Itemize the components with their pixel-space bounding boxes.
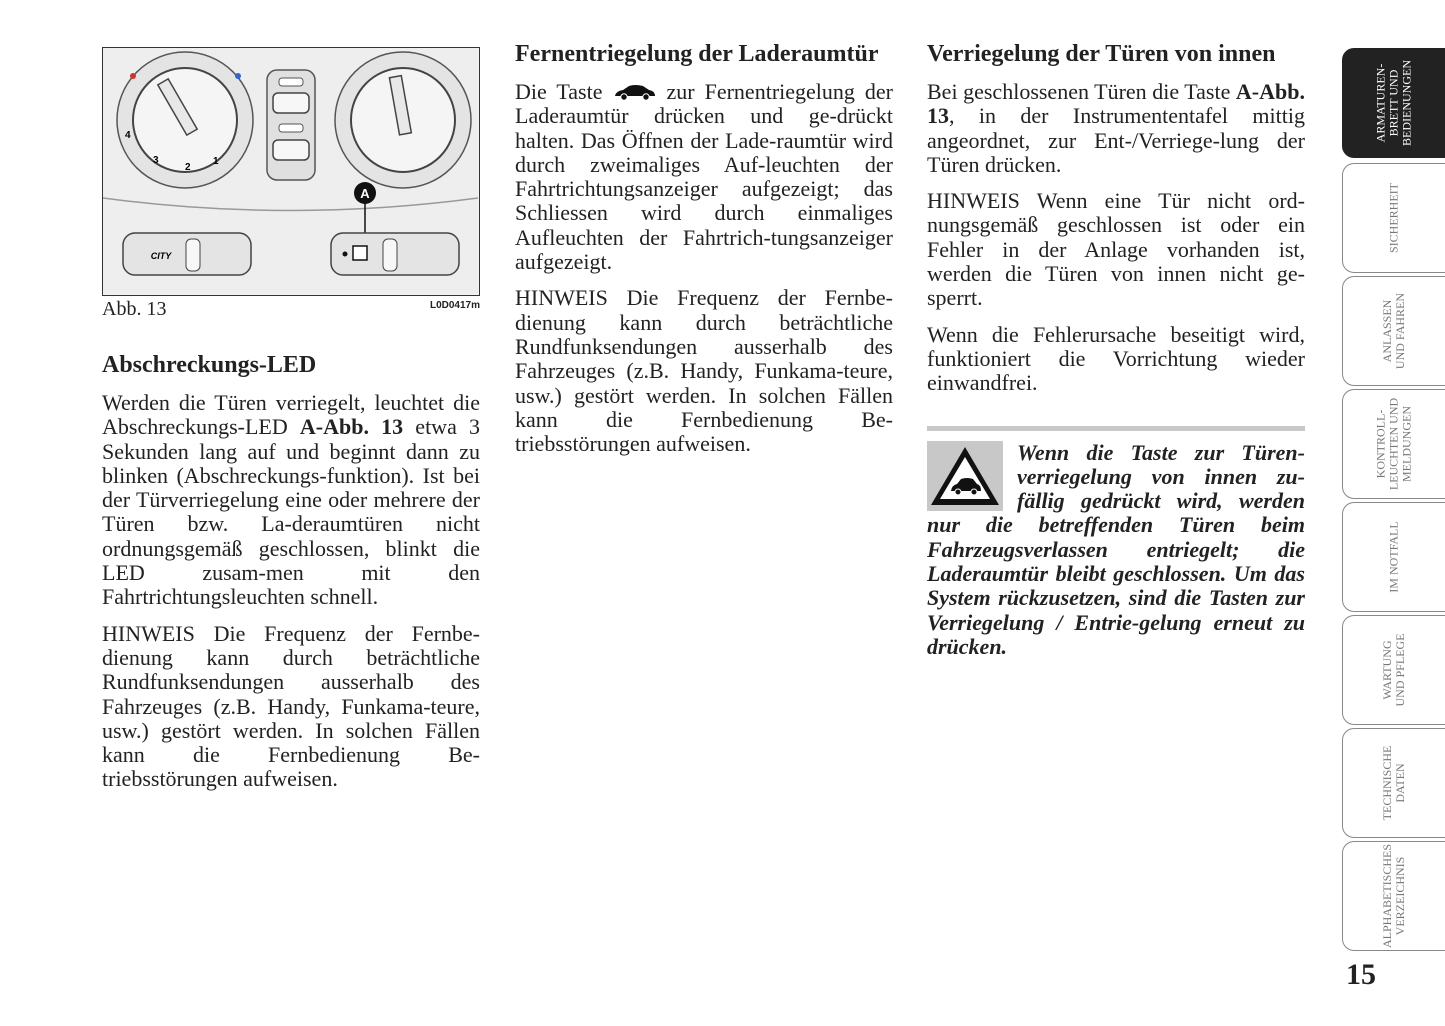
- paragraph-led: [102, 391, 480, 610]
- dashboard-illustration: [103, 48, 478, 294]
- column-2: [515, 40, 893, 468]
- figure-dashboard-controls: [102, 47, 480, 296]
- paragraph-lock-button: [927, 80, 1305, 177]
- chapter-tab-label: ARMATUREN- BRETT UND BEDIENUNGEN: [1373, 60, 1414, 146]
- chapter-tab-label: WARTUNG UND PFLEGE: [1380, 633, 1407, 707]
- text-run: Werden die Türen verriegelt, leuchtet die Abschreckungs-LED: [102, 390, 480, 440]
- chapter-tab-3[interactable]: [1342, 276, 1445, 386]
- text-run: , in der Instrumententafel mittig angeordnet, zur Ent-/Verriege-lung der Türen drücken.: [927, 103, 1305, 177]
- warning-rule: [927, 426, 1305, 431]
- figure-caption: [102, 298, 480, 321]
- text-run: Bei geschlossenen Türen die Taste: [927, 79, 1236, 104]
- chapter-tab-6[interactable]: [1342, 615, 1445, 725]
- heading-fernentriegelung: Fernentriegelung der Laderaumtür: [515, 41, 879, 67]
- dial-number-4: 4: [125, 130, 131, 141]
- column-1: [102, 40, 480, 804]
- chapter-tab-5[interactable]: [1342, 502, 1445, 612]
- chapter-tab-7[interactable]: [1342, 728, 1445, 838]
- car-trunk-icon: [613, 83, 657, 101]
- dial-number-2: 2: [185, 162, 191, 173]
- paragraph-hinweis: HINWEIS Die Frequenz der Fernbe-dienung kann durch beträchtliche Rundfunksendungen ausserhalb des Fahrzeuges (z.B. Handy, Funkama-teure, usw.) gestört werden. In solchen Fällen kann die Fernbedienung Be-triebsstörungen aufweisen.: [102, 620, 480, 792]
- chapter-tab-label: ANLASSEN UND FAHREN: [1380, 292, 1407, 370]
- chapter-tab-label: KONTROLL- LEUCHTEN UND MELDUNGEN: [1373, 397, 1414, 491]
- figure-code: L0D0417m: [429, 300, 480, 311]
- city-button-text: CITY: [150, 251, 172, 261]
- text-run: etwa 3 Sekunden lang auf und beginnt dann zu blinken (Abschreckungs-funktion). Ist bei der Türverriegelung eine oder mehrere der Türen bzw. La-deraumtüren nicht ordnungsgemäß geschlossen, blinkt die LED zusam-men mit den Fahrtrichtungsleuchten schnell.: [102, 414, 480, 610]
- page-number: 15: [1346, 958, 1376, 991]
- figure-reference: A-Abb. 13: [927, 79, 1305, 129]
- chapter-tab-2[interactable]: [1342, 163, 1445, 273]
- paragraph-fehler: Wenn die Fehlerursache beseitigt wird, funktioniert die Vorrichtung wieder einwandfrei.: [927, 321, 1305, 396]
- chapter-tab-1[interactable]: [1342, 48, 1445, 158]
- paragraph-trunk: [515, 80, 893, 274]
- chapter-tab-label: IM NOTFALL: [1386, 521, 1401, 593]
- chapter-tab-label: TECHNISCHE DATEN: [1380, 745, 1407, 821]
- paragraph-hinweis: HINWEIS Wenn eine Tür nicht ord-nungsgemäß geschlossen ist oder ein Fehler in der Anlage vorhanden ist, werden die Türen von innen nicht ge-sperrt.: [927, 188, 1305, 311]
- heading-verriegelung-innen: Verriegelung der Türen von innen: [927, 41, 1276, 67]
- dial-number-1: 1: [213, 156, 219, 167]
- chapter-tab-4[interactable]: [1342, 389, 1445, 499]
- text-run: zur Fernentriegelung der Laderaumtür drücken und ge-drückt halten. Das Öffnen der Lade-raumtür wird durch zweimaliges Auf-leuchten der Fahrtrichtungsanzeiger aufgezeigt; das Schliessen wird durch einmaliges Aufleuchten der Fahrtrich-tungsanzeiger aufgezeigt.: [515, 79, 893, 275]
- figure-label: Abb. 13: [102, 298, 167, 320]
- text-run: Die Taste: [515, 79, 613, 104]
- warning-text-run: Wenn die Taste zur Türen-verriegelung von innen zu-fällig gedrückt wird, werden nur die betreffenden Türen beim Fahrzeugsverlassen entriegelt; die Laderaumtür bleibt geschlossen. Um das System rückzusetzen, sind die Tasten zur Verriegelung / Entrie-gelung erneut zu drücken.: [927, 439, 1305, 659]
- figure-reference: A-Abb. 13: [299, 414, 404, 440]
- heading-abschreckungs-led: Abschreckungs-LED: [102, 352, 317, 378]
- chapter-tab-8[interactable]: [1342, 841, 1445, 951]
- column-3: [927, 40, 1305, 671]
- chapter-tab-label: ALPHABETISCHES VERZEICHNIS: [1380, 843, 1407, 949]
- paragraph-hinweis: HINWEIS Die Frequenz der Fernbe-dienung kann durch beträchtliche Rundfunksendungen ausserhalb des Fahrzeuges (z.B. Handy, Funkama-teure, usw.) gestört werden. In solchen Fällen kann die Fernbedienung Be-triebsstörungen aufweisen.: [515, 285, 893, 457]
- warning-box: [927, 441, 1305, 660]
- callout-a: A: [360, 186, 370, 201]
- chapter-tab-label: SICHERHEIT: [1386, 183, 1401, 253]
- warning-icon: [927, 441, 1003, 511]
- dial-number-3: 3: [153, 155, 159, 166]
